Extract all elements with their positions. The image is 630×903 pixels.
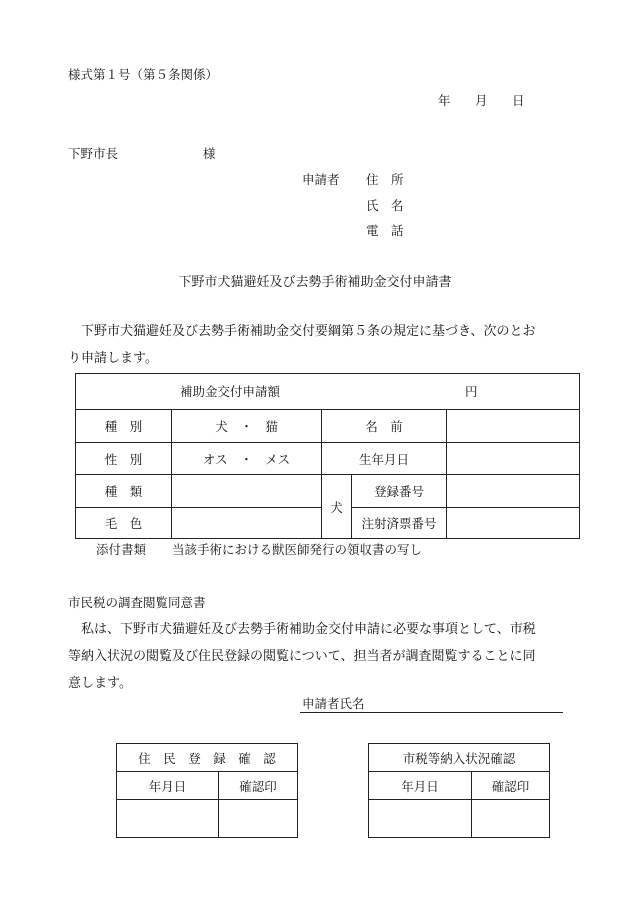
consent-paragraph xyxy=(68,620,580,701)
breed-label: 種 類 xyxy=(76,475,172,508)
consent-line-2: 等納入状況の閲覧及び住民登録の閲覧について、担当者が調査閲覧することに同 xyxy=(68,649,536,664)
vaccination-label: 注射済票番号 xyxy=(352,508,447,539)
birthdate-label: 生年月日 xyxy=(322,443,447,475)
sex-label: 性 別 xyxy=(76,443,172,475)
tax-seal-field[interactable] xyxy=(472,800,550,838)
pet-name-field[interactable] xyxy=(447,410,580,443)
vaccination-field[interactable] xyxy=(447,508,580,539)
form-number: 様式第１号（第５条関係） xyxy=(68,67,219,82)
attachment-label: 添付書類 xyxy=(96,542,147,557)
date-month-label: 月 xyxy=(475,93,488,108)
residence-seal-label: 確認印 xyxy=(219,772,298,800)
signature-label: 申請者氏名 xyxy=(302,696,365,711)
consent-heading: 市民税の調査閲覧同意書 xyxy=(68,595,206,610)
consent-line-3: 意します。 xyxy=(68,676,132,691)
amount-unit: 円 xyxy=(465,384,478,399)
tax-date-label: 年月日 xyxy=(369,772,472,800)
applicant-label: 申請者 xyxy=(302,172,340,187)
species-value: 犬 ・ 猫 xyxy=(172,410,322,443)
date-year-label: 年 xyxy=(438,93,451,108)
residence-seal-field[interactable] xyxy=(219,800,298,838)
application-table xyxy=(75,373,580,539)
residence-confirm-title: 住 民 登 録 確 認 xyxy=(117,744,298,772)
species-label: 種 別 xyxy=(76,410,172,443)
tax-seal-label: 確認印 xyxy=(472,772,550,800)
registration-field[interactable] xyxy=(447,475,580,508)
applicant-phone-label: 電 話 xyxy=(366,223,404,238)
document-title: 下野市犬猫避妊及び去勢手術補助金交付申請書 xyxy=(178,275,452,290)
birthdate-field[interactable] xyxy=(447,443,580,475)
residence-date-label: 年月日 xyxy=(117,772,219,800)
residence-date-field[interactable] xyxy=(117,800,219,838)
amount-row xyxy=(76,374,580,410)
addressee-honorific: 様 xyxy=(203,146,216,161)
residence-confirm-box xyxy=(116,743,298,838)
signature-line[interactable] xyxy=(300,712,563,713)
amount-label: 補助金交付申請額 xyxy=(180,384,281,399)
coat-field[interactable] xyxy=(172,508,322,539)
attachment-value: 当該手術における獣医師発行の領収書の写し xyxy=(172,542,423,557)
breed-field[interactable] xyxy=(172,475,322,508)
date-day-label: 日 xyxy=(512,93,525,108)
coat-label: 毛 色 xyxy=(76,508,172,539)
tax-date-field[interactable] xyxy=(369,800,472,838)
sex-value: オス ・ メス xyxy=(172,443,322,475)
tax-confirm-box xyxy=(368,743,550,838)
registration-label: 登録番号 xyxy=(352,475,447,508)
consent-line-1: 私は、下野市犬猫避妊及び去勢手術補助金交付申請に必要な事項として、市税 xyxy=(81,622,536,637)
addressee-name: 下野市長 xyxy=(68,146,119,161)
intro-line-2: り申請します。 xyxy=(68,351,158,366)
applicant-name-label: 氏 名 xyxy=(366,198,404,213)
intro-paragraph xyxy=(68,322,580,376)
tax-confirm-title: 市税等納入状況確認 xyxy=(369,744,550,772)
pet-name-label: 名 前 xyxy=(322,410,447,443)
applicant-address-label: 住 所 xyxy=(366,172,404,187)
dog-label: 犬 xyxy=(322,475,352,539)
intro-line-1: 下野市犬猫避妊及び去勢手術補助金交付要綱第５条の規定に基づき、次のとお xyxy=(81,324,536,339)
